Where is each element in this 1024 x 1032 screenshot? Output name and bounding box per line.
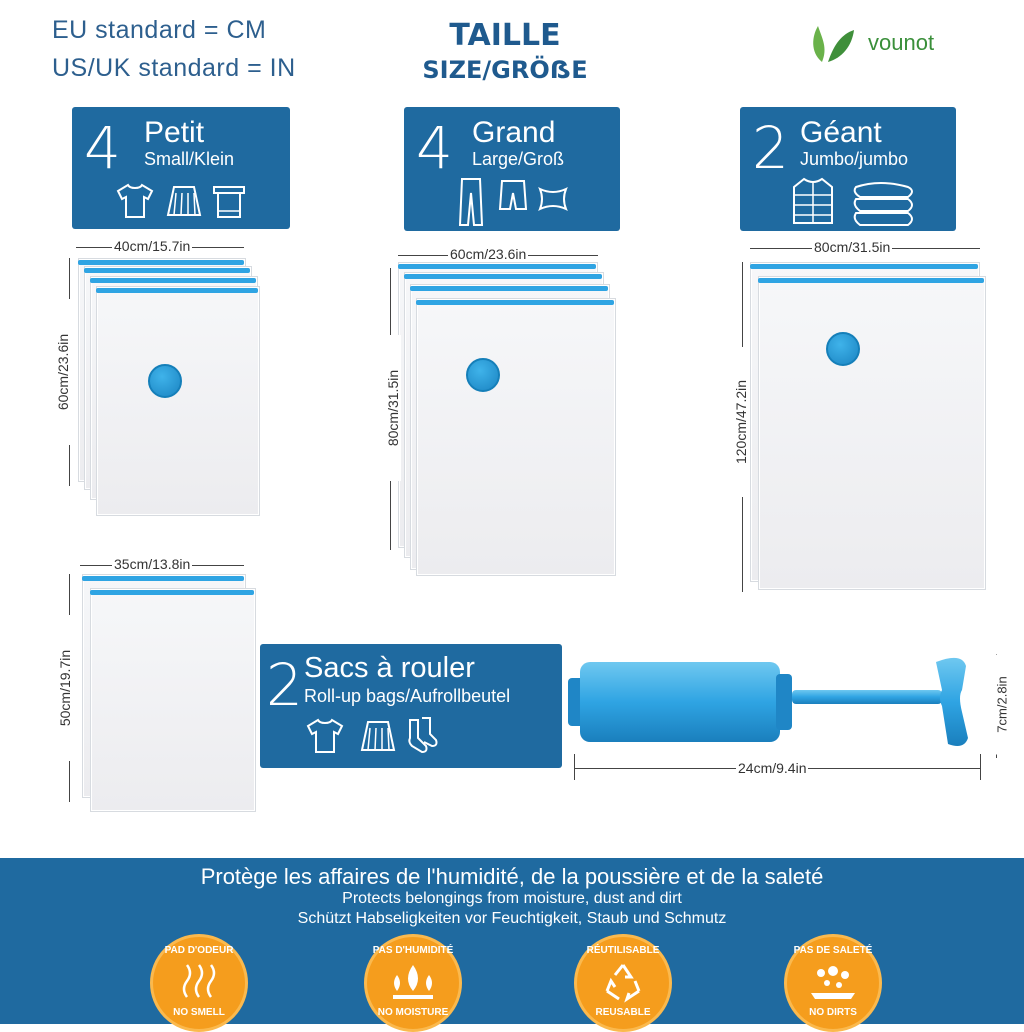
card-subtitle: Roll-up bags/Aufrollbeutel [304,686,511,706]
card-count: 4 [84,114,121,182]
dim-line [574,754,575,780]
card-count: 2 [752,114,789,182]
badge-bottom-text: NO SMELL [173,1007,225,1018]
socks-icon [402,716,442,756]
roll-height-label: 50cm/19.7in [57,615,73,761]
eu-standard-label: EU standard = CM [52,16,267,44]
badge-bottom-text: NO DIRTS [809,1007,857,1018]
bag-front [90,588,256,812]
badge-top-text: PAS D'HUMIDITÉ [372,945,454,956]
jumbo-height-label: 120cm/47.2in [733,347,749,497]
card-title: Petit [144,116,205,149]
valve-icon [148,364,182,398]
pump-icon [566,652,986,752]
large-height-label: 80cm/31.5in [385,335,401,481]
trousers-icon [456,177,486,227]
skirt-icon [164,183,204,221]
banner-line-en: Protects belongings from moisture, dust and dirt [342,890,682,907]
badge-top-text: PAD D'ODEUR [164,945,234,956]
valve-icon [466,358,500,392]
card-title: Grand [472,116,556,149]
pump-height-label: 7cm/2.8in [995,655,1010,755]
small-height-label: 60cm/23.6in [55,299,71,445]
pillow-icon [536,185,570,213]
size-card-small [72,107,290,229]
towel-icon [210,183,250,221]
badge-no-dirts [784,934,882,1032]
size-card-large [404,107,620,231]
valve-icon [826,332,860,366]
badge-top-text: RÉUTILISABLE [586,945,660,956]
bag-front [416,298,616,576]
bag-front [758,276,986,590]
dim-line [980,754,981,780]
jacket-icon [790,175,836,227]
badge-reusable [574,934,672,1032]
brand-logo [808,22,856,71]
pump-length-label: 24cm/9.4in [738,760,807,776]
card-title: Géant [800,116,882,149]
roll-width-label: 35cm/13.8in [114,556,191,572]
card-count: 4 [416,114,453,182]
shorts-icon [498,179,528,213]
blanket-icon [850,177,918,227]
card-subtitle: Jumbo/jumbo [800,149,909,169]
tshirt-icon [304,716,346,756]
badge-no-moisture [364,934,462,1032]
size-card-jumbo [740,107,956,231]
brand-name: vounot [868,30,935,55]
leaf-icon [808,22,856,66]
badge-bottom-text: REUSABLE [595,1007,651,1018]
badge-no-smell [150,934,248,1032]
hand-pump [566,652,986,757]
badge-bottom-text: NO MOISTURE [377,1007,449,1018]
tshirt-icon [114,181,156,221]
jumbo-width-label: 80cm/31.5in [814,239,891,255]
page-subtitle: SIZE/GRÖẞE [422,56,588,84]
banner-line-fr: Protège les affaires de l'humidité, de la poussière et de la saleté [200,864,824,889]
card-subtitle: Small/Klein [144,149,235,169]
dust-icon [807,963,859,1001]
benefits-banner [0,858,1024,1024]
banner-line-de: Schützt Habseligkeiten vor Feuchtigkeit, Staub und Schmutz [297,910,727,927]
us-standard-label: US/UK standard = IN [52,54,296,82]
large-width-label: 60cm/23.6in [450,246,527,262]
card-title: Sacs à rouler [304,652,475,684]
skirt-icon [358,718,398,756]
odor-icon [175,961,223,1001]
size-card-rollup [260,644,562,768]
card-subtitle: Large/Groß [472,149,565,169]
recycle-icon [601,961,645,1003]
badge-top-text: PAS DE SALETÉ [793,945,873,956]
small-width-label: 40cm/15.7in [114,238,191,254]
water-drops-icon [387,961,439,1001]
bag-front [96,286,260,516]
page-title: TAILLE [449,18,561,53]
card-count: 2 [266,651,303,719]
